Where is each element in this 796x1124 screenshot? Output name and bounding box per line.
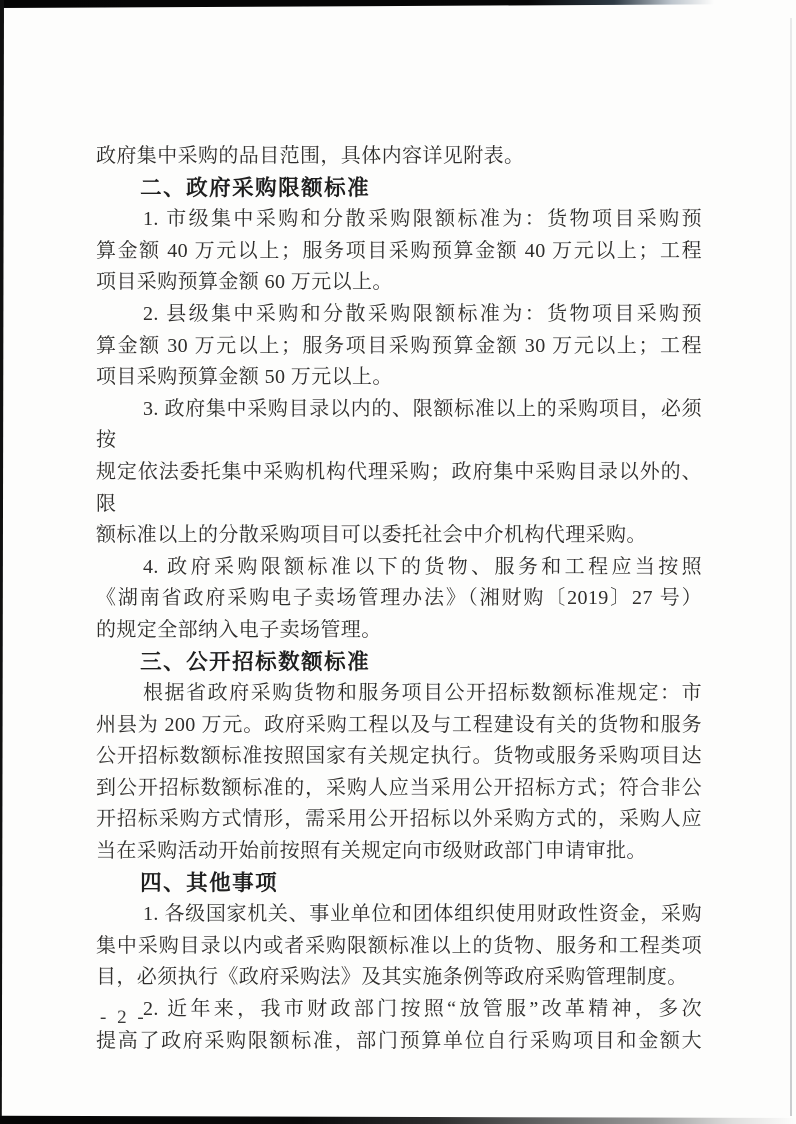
body-text-line: 《湖南省政府采购电子卖场管理办法》（湘财购〔2019〕27 号） (96, 587, 702, 610)
scan-edge-right (790, 18, 792, 1116)
body-text-line: 目，必须执行《政府采购法》及其实施条例等政府采购管理制度。 (96, 966, 688, 989)
body-text-line: 到公开招标数额标准的，采购人应当采用公开招标方式；符合非公 (96, 776, 702, 799)
body-text-line: 公开招标数额标准按照国家有关规定执行。货物或服务采购项目达 (96, 745, 702, 768)
body-text-line: 开招标采购方式情形，需采用公开招标以外采购方式的，采购人应 (96, 808, 702, 831)
body-text-line: 1. 各级国家机关、事业单位和团体组织使用财政性资金，采购 (143, 903, 702, 926)
body-text-line: 算金额 30 万元以上；服务项目采购预算金额 30 万元以上；工程 (96, 334, 702, 357)
document-body (96, 141, 702, 1057)
body-text-line: 额标准以上的分散采购项目可以委托社会中介机构代理采购。 (96, 524, 647, 547)
body-text-line: 集中采购目录以内或者采购限额标准以上的货物、服务和工程类项 (96, 934, 702, 957)
section-heading: 二、政府采购限额标准 (140, 175, 371, 200)
body-text-line: 4. 政府采购限额标准以下的货物、服务和工程应当按照 (143, 555, 702, 578)
body-text-line: 2. 县级集中采购和分散采购限额标准为：货物项目采购预 (143, 302, 702, 325)
body-text-line: 3. 政府集中采购目录以内的、限额标准以上的采购项目，必须按 (96, 397, 702, 452)
scan-edge-top (0, 0, 714, 8)
body-text-line: 的规定全部纳入电子卖场管理。 (96, 618, 382, 641)
body-text-line: 当在采购活动开始前按照有关规定向市级财政部门申请审批。 (96, 840, 647, 863)
body-text-line: 1. 市级集中采购和分散采购限额标准为：货物项目采购预 (143, 208, 702, 231)
body-text-line: 提高了政府采购限额标准，部门预算单位自行采购项目和金额大 (96, 1029, 702, 1052)
body-text-line: 项目采购预算金额 50 万元以上。 (96, 366, 393, 389)
scan-edge-bottom (0, 1114, 796, 1124)
body-text-line: 项目采购预算金额 60 万元以上。 (96, 271, 393, 294)
section-heading: 三、公开招标数额标准 (140, 649, 371, 674)
section-heading: 四、其他事项 (140, 870, 279, 895)
page-number: - 2 - (100, 1007, 147, 1028)
body-text-line: 2. 近年来，我市财政部门按照“放管服”改革精神，多次 (143, 998, 702, 1021)
body-text-line: 州县为 200 万元。政府采购工程以及与工程建设有关的货物和服务 (96, 713, 702, 736)
body-text-line: 规定依法委托集中采购机构代理采购；政府集中采购目录以外的、限 (96, 460, 702, 515)
body-text-line: 根据省政府采购货物和服务项目公开招标数额标准规定：市 (143, 682, 702, 705)
scan-edge-left (0, 0, 4, 1124)
body-text-line: 政府集中采购的品目范围，具体内容详见附表。 (96, 145, 525, 167)
body-text-line: 算金额 40 万元以上；服务项目采购预算金额 40 万元以上；工程 (96, 239, 702, 262)
